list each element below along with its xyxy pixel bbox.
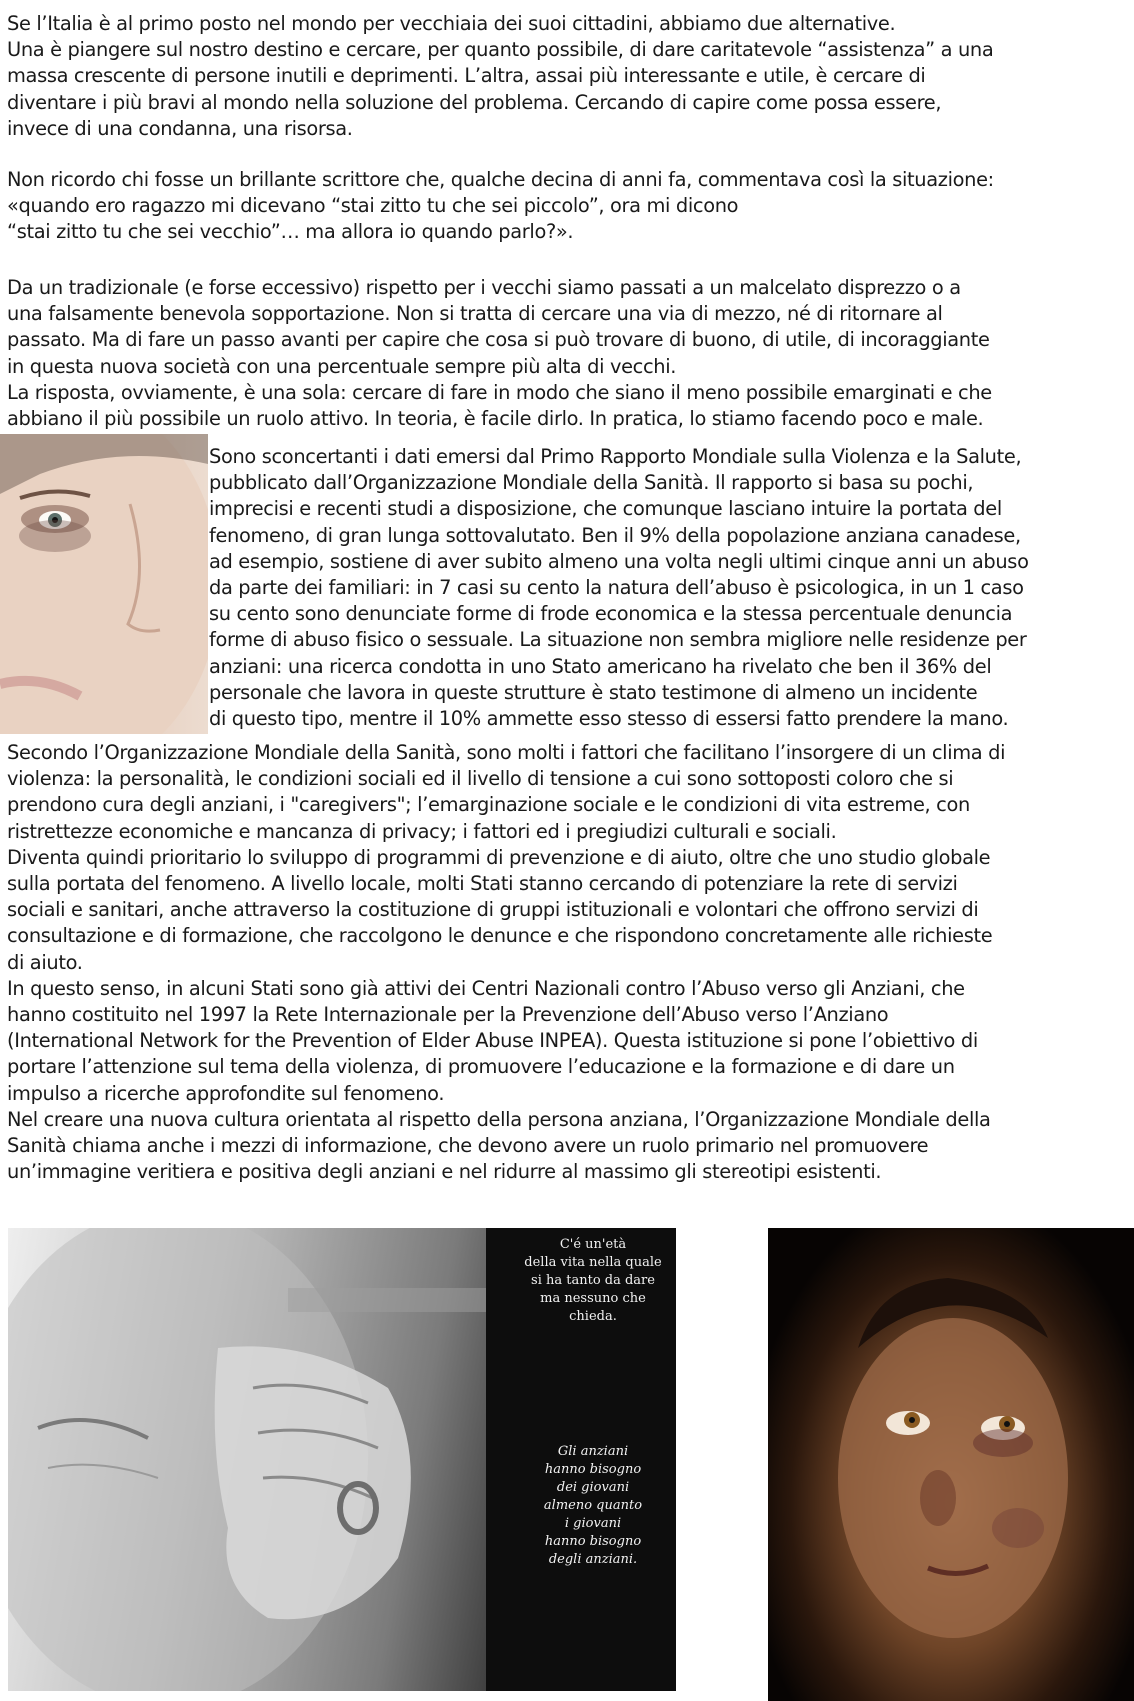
- paragraph-quote: Non ricordo chi fosse un brillante scrittore che, qualche decina di anni fa, commentava così la situazione: «quando ero ragazzo mi dicevano “stai zitto tu che sei piccolo”, ora mi dicono “stai zitto tu che sei vecchio”… ma allora io quando parlo?».: [7, 168, 994, 244]
- woman-bruised-eye-photo: [0, 434, 208, 734]
- face-illustration-icon: [0, 434, 208, 734]
- paragraph-factors: Secondo l’Organizzazione Mondiale della Sanità, sono molti i fattori che facilitano l’insorgere di un clima di violenza: la personalità, le condizioni sociali ed il livello di tensione a cui sono sottoposti coloro che si prendono cura degli anziani, i "caregivers"; l’emarginazione sociale e le condizioni di vita estreme, con ristrettezze economiche e mancanza di privacy; i fattori ed i pregiudizi culturali e sociali. Diventa quindi prioritario lo sviluppo di programmi di prevenzione e di aiuto, oltre che uno studio globale sulla portata del fenomeno. A livello locale, molti Stati stanno cercando di potenziare la rete di servizi sociali e sanitari, anche attraverso la costituzione di gruppi istituzionali e volontari che offrono servizi di consultazione e di formazione, che raccolgono le denunce e che rispondono concretamente alle richieste di aiuto. In questo senso, in alcuni Stati sono già attivi dei Centri Nazionali contro l’Abuso verso gli Anziani, che hanno costituito nel 1997 la Rete Internazionale per la Prevenzione dell’Abuso verso l’Anziano (International Network for the Prevention of Elder Abuse INPEA). Questa istituzione si pone l’obiettivo di portare l’attenzione sul tema della violenza, di promuovere l’educazione e la formazione e di dare un impulso a ricerche approfondite sul fenomeno. Nel creare una nuova cultura orientata al rispetto della persona anziana, l’Organizzazione Mondiale della Sanità chiama anche i mezzi di informazione, che devono avere un ruolo primario nel promuovere un’immagine veritiera e positiva degli anziani e nel ridurre al massimo gli stereotipi esistenti.: [7, 741, 1006, 1184]
- paragraph-respect: Da un tradizionale (e forse eccessivo) rispetto per i vecchi siamo passati a un malcelato disprezzo o a una falsamente benevola sopportazione. Non si tratta di cercare una via di mezzo, né di ritornare al passato. Ma di fare un passo avanti per capire che cosa si può trovare di buono, di utile, di incoraggiante in questa nuova società con una percentuale sempre più alta di vecchi. La risposta, ovviamente, è una sola: cercare di fare in modo che siano il meno possibile emarginati e che abbiano il più possibile un ruolo attivo. In teoria, è facile dirlo. In pratica, lo stiamo facendo poco e male.: [7, 276, 992, 431]
- bruised-woman-photo: [768, 1228, 1134, 1701]
- bruised-face-illustration-icon: [768, 1228, 1134, 1701]
- poster-caption-bottom: Gli anziani hanno bisogno dei giovani almeno quanto i giovani hanno bisogno degli anziani.: [543, 1444, 643, 1567]
- paragraph-intro: Se l’Italia è al primo posto nel mondo per vecchiaia dei suoi cittadini, abbiamo due alternative. Una è piangere sul nostro destino e cercare, per quanto possibile, di dare caritatevole “assistenza” a una massa crescente di persone inutili e deprimenti. L’altra, assai più interessante e utile, è cercare di diventare i più bravi al mondo nella soluzione del problema. Cercando di capire come possa essere, invece di una condanna, una risorsa.: [7, 12, 994, 140]
- elderly-woman-poster: [8, 1228, 676, 1691]
- paragraph-report: Sono sconcertanti i dati emersi dal Primo Rapporto Mondiale sulla Violenza e la Salute, pubblicato dall’Organizzazione Mondiale della Sanità. Il rapporto si basa su pochi, imprecisi e recenti studi a disposizione, che comunque lasciano intuire la portata del fenomeno, di gran lunga sottovalutato. Ben il 9% della popolazione anziana canadese, ad esempio, sostiene di aver subito almeno una volta negli ultimi cinque anni un abuso da parte dei familiari: in 7 casi su cento la natura dell’abuso è psicologica, in un 1 caso su cento sono denunciate forme di frode economica e la stessa percentuale denuncia forme di abuso fisico o sessuale. La situazione non sembra migliore nelle residenze per anziani: una ricerca condotta in uno Stato americano ha rivelato che ben il 36% del personale che lavora in queste strutture è stato testimone di almeno un incidente di questo tipo, mentre il 10% ammette esso stesso di essersi fatto prendere la mano.: [209, 445, 1029, 731]
- elderly-hand-illustration-icon: [8, 1228, 488, 1691]
- poster-caption-top: C'é un'età della vita nella quale si ha tanto da dare ma nessuno che chieda.: [524, 1237, 662, 1324]
